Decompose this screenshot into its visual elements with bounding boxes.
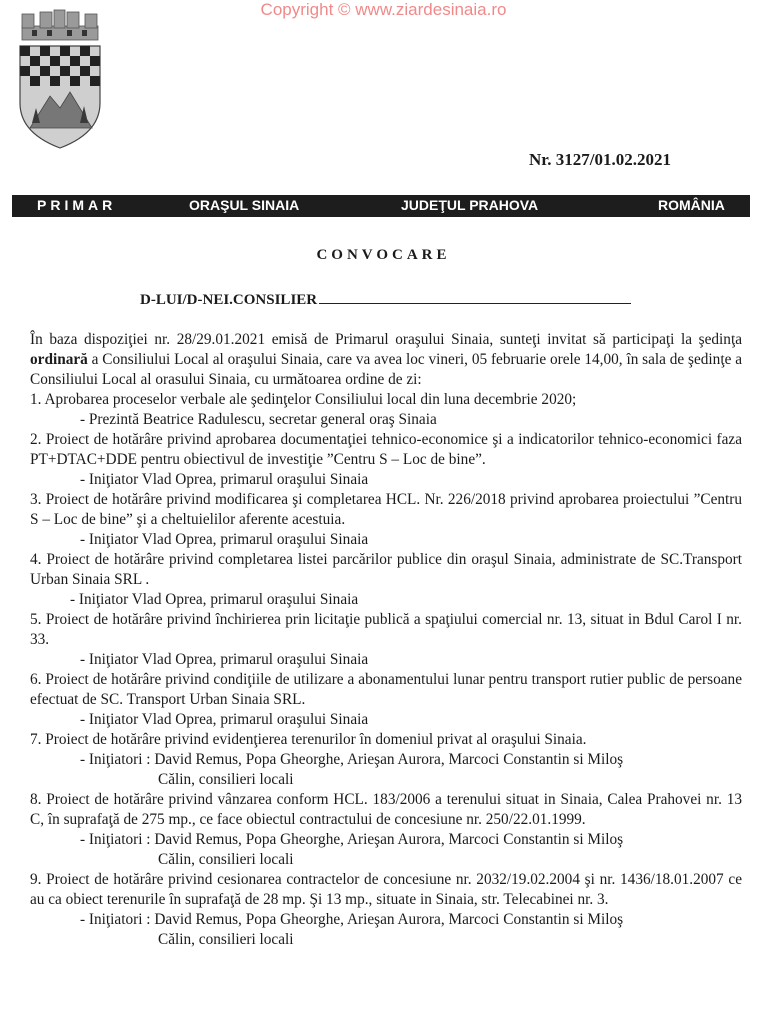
agenda-item-4: 4. Proiect de hotărâre privind completarea listei parcărilor publice din oraşul Sinaia, administrate de SC.Transport Urban Sinaia SRL . xyxy=(30,551,742,588)
agenda-item-2: 2. Proiect de hotărâre privind aprobarea documentaţiei tehnico-economice şi a indicatorilor tehnico-economici faza PT+DTAC+DDE pentru obiectivul de investiţie ”Centru S – Loc de bine”. xyxy=(30,431,742,468)
agenda-item-1: 1. Aprobarea proceselor verbale ale şedinţelor Consiliului local din luna decembrie 2020; xyxy=(30,391,577,408)
agenda-item-5-note: - Iniţiator Vlad Oprea, primarul oraşului Sinaia xyxy=(80,651,369,668)
header-primar: PRIMAR xyxy=(37,197,117,213)
agenda-item-1-note: - Prezintă Beatrice Radulescu, secretar general oraş Sinaia xyxy=(80,411,437,428)
agenda-item-9-note: - Iniţiatori : David Remus, Popa Gheorghe, Arieşan Aurora, Marcoci Constantin si Miloş xyxy=(80,911,624,928)
header-band xyxy=(12,195,750,217)
addressee-blank xyxy=(319,289,631,304)
intro-text-a: În baza dispoziţiei nr. 28/29.01.2021 emisă de Primarul oraşului Sinaia, sunteţi invitat să participaţi la şedinţa xyxy=(30,331,742,348)
agenda-item-9: 9. Proiect de hotărâre privind cesionarea contractelor de concesiune nr. 2032/19.02.2004 şi nr. 1436/18.01.2007 ce au ca obiect terenurile în suprafaţă de 28 mp. Şi 13 mp., situate in Sinaia, str. Telecabinei nr. 3. xyxy=(30,871,742,908)
agenda-item-4-note: - Iniţiator Vlad Oprea, primarul oraşului Sinaia xyxy=(70,591,359,608)
agenda-item-8: 8. Proiect de hotărâre privind vânzarea conform HCL. 183/2006 a terenului situat in Sinaia, Calea Prahovei nr. 13 C, în suprafaţă de 275 mp., ce face obiectul contractului de concesiune nr. 250/22.01.1999. xyxy=(30,791,742,828)
addressee-label: D-LUI/D-NEI.CONSILIER xyxy=(140,292,318,308)
intro-text-bold: ordinară xyxy=(30,351,88,368)
agenda-item-8-note-cont: Călin, consilieri locali xyxy=(158,851,294,868)
agenda-item-6: 6. Proiect de hotărâre privind condiţiile de utilizare a abonamentului lunar pentru transport rutier public de persoane efectuat de SC. Transport Urban Sinaia SRL. xyxy=(30,671,742,708)
header-judet: JUDEŢUL PRAHOVA xyxy=(401,197,539,213)
agenda-item-2-note: - Iniţiator Vlad Oprea, primarul oraşului Sinaia xyxy=(80,471,369,488)
agenda-item-7: 7. Proiect de hotărâre privind evidenţierea terenurilor în domeniul privat al oraşului Sinaia. xyxy=(30,731,587,748)
agenda-item-6-note: - Iniţiator Vlad Oprea, primarul oraşului Sinaia xyxy=(80,711,369,728)
agenda-item-3-note: - Iniţiator Vlad Oprea, primarul oraşului Sinaia xyxy=(80,531,369,548)
agenda-item-3: 3. Proiect de hotărâre privind modificarea şi completarea HCL. Nr. 226/2018 privind aprobarea proiectului ”Centru S – Loc de bine” şi a cheltuielilor aferente acestuia. xyxy=(30,491,742,528)
document-body xyxy=(30,330,742,950)
agenda-item-7-note-cont: Călin, consilieri locali xyxy=(158,771,294,788)
addressee-line xyxy=(140,289,631,309)
document-number: Nr. 3127/01.02.2021 xyxy=(529,150,671,169)
city-coat-of-arms xyxy=(12,8,107,153)
document-title: CONVOCARE xyxy=(316,247,451,263)
agenda-item-9-note-cont: Călin, consilieri locali xyxy=(158,931,294,948)
intro-paragraph xyxy=(30,330,742,390)
intro-text-c: a Consiliului Local al oraşului Sinaia, care va avea loc vineri, 05 februarie orele 14,00, în sala de şedinţe a Consiliului Local al orasului Sinaia, cu următoarea ordine de zi: xyxy=(30,351,742,388)
header-tara: ROMÂNIA xyxy=(658,197,725,213)
agenda-item-5: 5. Proiect de hotărâre privind închirierea prin licitaţie publică a spaţiului comercial nr. 13, situat in Bdul Carol I nr. 33. xyxy=(30,611,742,648)
copyright-watermark: Copyright © www.ziardesinaia.ro xyxy=(260,0,507,19)
agenda-item-8-note: - Iniţiatori : David Remus, Popa Gheorghe, Arieşan Aurora, Marcoci Constantin si Miloş xyxy=(80,831,624,848)
header-oras: ORAŞUL SINAIA xyxy=(189,197,300,213)
agenda-item-7-note: - Iniţiatori : David Remus, Popa Gheorghe, Arieşan Aurora, Marcoci Constantin si Miloş xyxy=(80,751,624,768)
